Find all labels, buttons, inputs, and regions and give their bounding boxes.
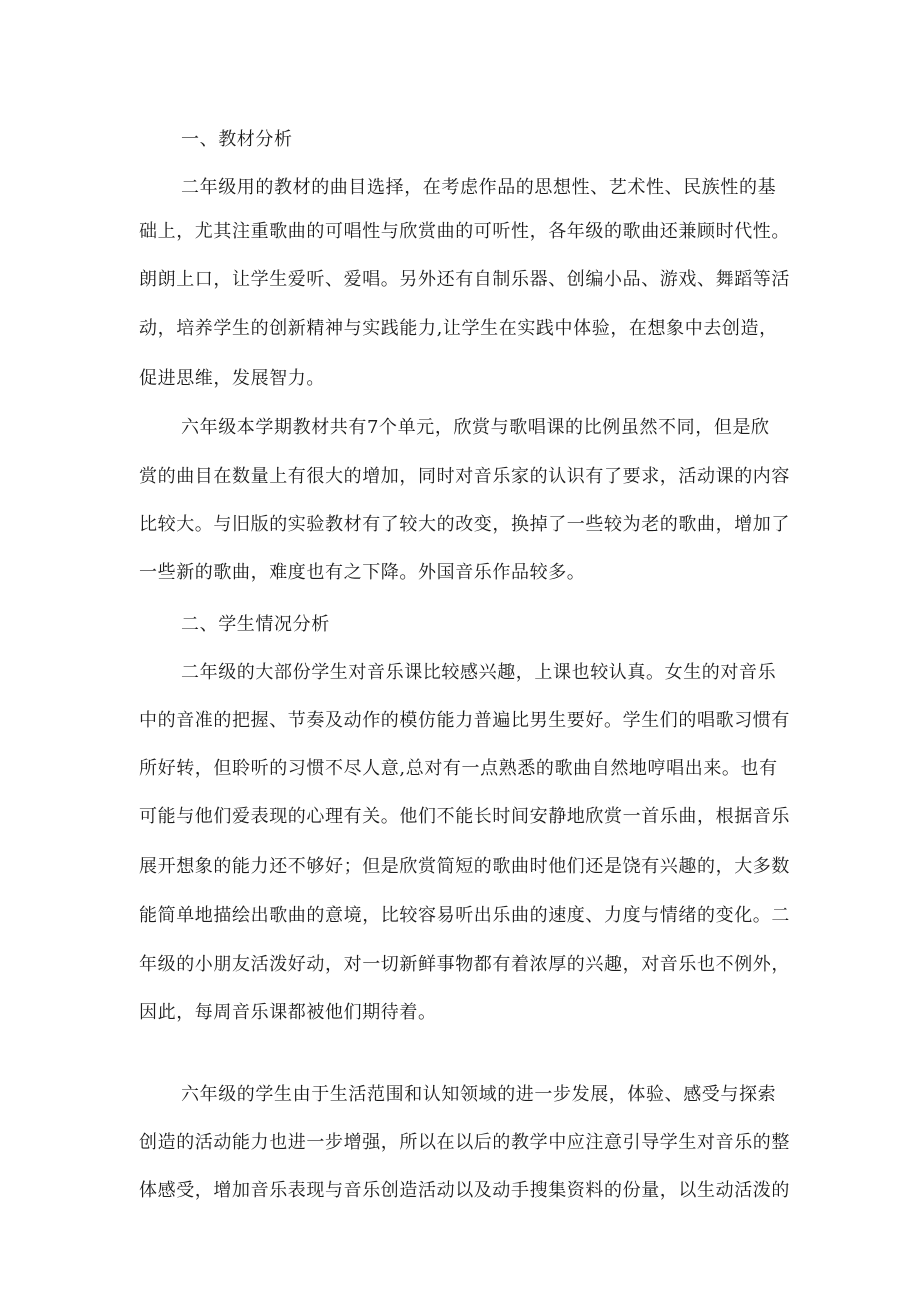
paragraph-line: 年级的小朋友活泼好动，对一切新鲜事物都有着浓厚的兴趣，对音乐也不例外，	[139, 954, 790, 975]
paragraph-line: 展开想象的能力还不够好；但是欣赏简短的歌曲时他们还是饶有兴趣的，大多数	[139, 856, 790, 877]
section-1-heading: 一、教材分析	[181, 129, 293, 150]
paragraph-line: 础上，尤其注重歌曲的可唱性与欣赏曲的可听性，各年级的歌曲还兼顾时代性。	[139, 221, 790, 242]
paragraph-line: 可能与他们爱表现的心理有关。他们不能长时间安静地欣赏一首乐曲，根据音乐	[139, 806, 790, 827]
section-2-heading: 二、学生情况分析	[181, 614, 330, 635]
paragraph-line: 二年级用的教材的曲目选择，在考虑作品的思想性、艺术性、民族性的基	[181, 177, 777, 198]
paragraph-line: 所好转，但聆听的习惯不尽人意,总对有一点熟悉的歌曲自然地哼唱出来。也有	[139, 758, 778, 779]
paragraph-line: 赏的曲目在数量上有很大的增加，同时对音乐家的认识有了要求，活动课的内容	[139, 466, 790, 487]
paragraph-line: 能简单地描绘出歌曲的意境，比较容易听出乐曲的速度、力度与情绪的变化。二	[139, 905, 790, 926]
paragraph-line: 因此，每周音乐课都被他们期待着。	[139, 1002, 437, 1023]
paragraph-line: 动，培养学生的创新精神与实践能力,让学生在实践中体验，在想象中去创造，	[139, 318, 778, 339]
paragraph-line: 一些新的歌曲，难度也有之下降。外国音乐作品较多。	[139, 562, 586, 583]
paragraph-line: 体感受，增加音乐表现与音乐创造活动以及动手搜集资料的份量，以生动活泼的	[139, 1180, 790, 1201]
paragraph-line: 中的音准的把握、节奏及动作的模仿能力普遍比男生要好。学生们的唱歌习惯有	[139, 710, 790, 731]
paragraph-line: 六年级的学生由于生活范围和认知领域的进一步发展，体验、感受与探索	[181, 1084, 777, 1105]
paragraph-line: 二年级的大部份学生对音乐课比较感兴趣，上课也较认真。女生的对音乐	[181, 662, 777, 683]
paragraph-line: 创造的活动能力也进一步增强，所以在以后的教学中应注意引导学生对音乐的整	[139, 1132, 790, 1153]
paragraph-line: 比较大。与旧版的实验教材有了较大的改变，换掉了一些较为老的歌曲，增加了	[139, 514, 790, 535]
paragraph-line: 促进思维，发展智力。	[139, 368, 325, 389]
paragraph-line: 朗朗上口，让学生爱听、爱唱。另外还有自制乐器、创编小品、游戏、舞蹈等活	[139, 269, 790, 290]
paragraph-line: 六年级本学期教材共有7个单元，欣赏与歌唱课的比例虽然不同，但是欣	[181, 417, 770, 438]
